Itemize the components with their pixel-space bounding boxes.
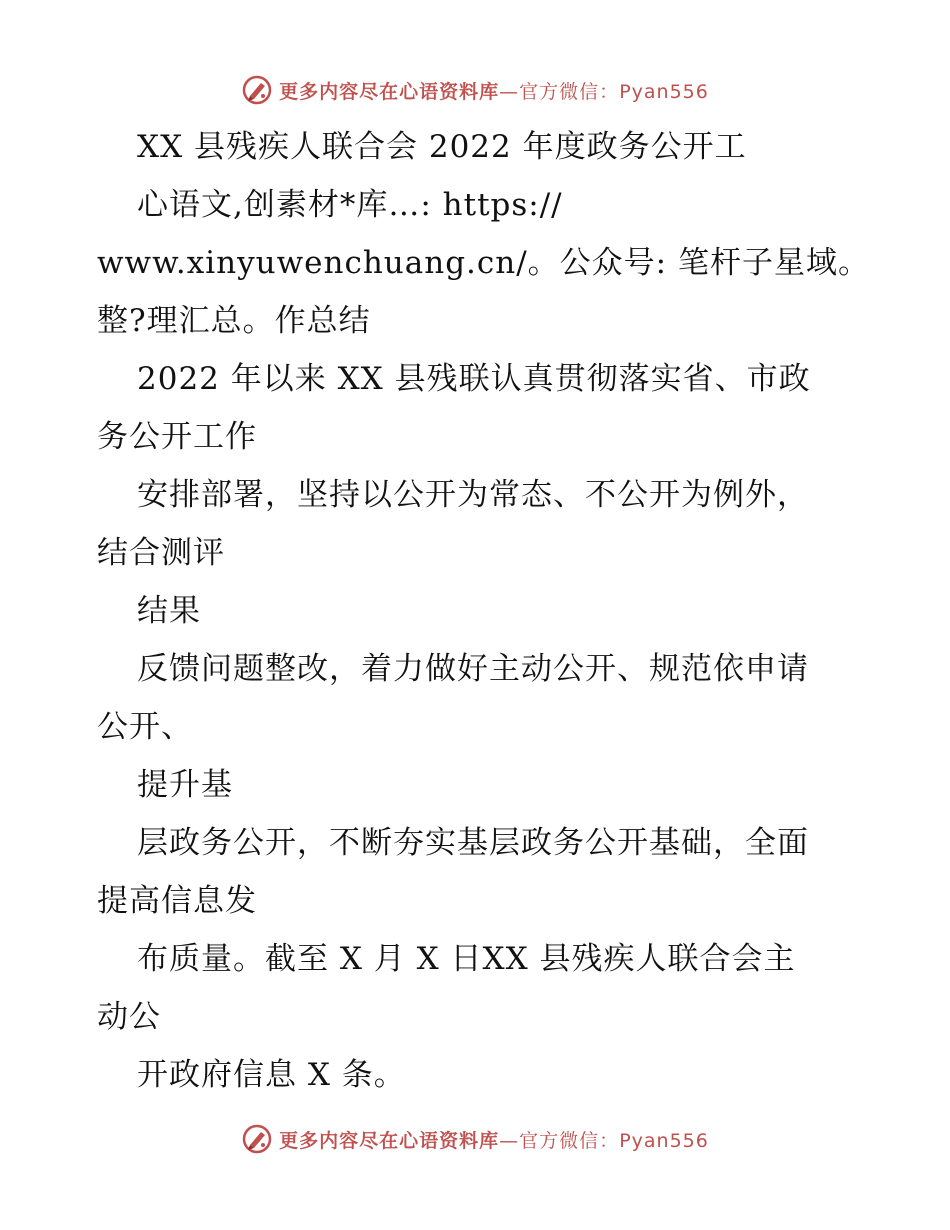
banner-official-label: 官方微信：	[519, 80, 620, 103]
banner-site-name: 更多内容尽在心语资料库	[279, 1129, 500, 1152]
doc-line-1: XX 县残疾人联合会 2022 年度政务公开工	[137, 129, 747, 165]
doc-line-15: 布质量。截至 X 月 X 日XX 县残疾人联合会主	[137, 941, 796, 977]
doc-line-6: 务公开工作	[97, 419, 257, 455]
doc-line-11: 公开、	[97, 709, 193, 745]
banner-wechat-id: Pyan556	[619, 1129, 709, 1152]
doc-line-2: 心语文,创素材*库…: https://	[137, 187, 563, 223]
banner-site-name: 更多内容尽在心语资料库	[279, 80, 500, 103]
banner-wechat-id: Pyan556	[619, 80, 709, 103]
banner-dash: —	[499, 80, 520, 103]
header-banner-inner	[241, 74, 709, 106]
document-body	[97, 118, 870, 1104]
footer-banner-text	[279, 1126, 709, 1153]
doc-line-13: 层政务公开，不断夯实基层政务公开基础，全面	[137, 825, 809, 861]
header-banner	[0, 70, 950, 110]
pen-logo-icon	[241, 1123, 273, 1155]
doc-line-12: 提升基	[137, 767, 233, 803]
doc-line-14: 提高信息发	[97, 883, 257, 919]
doc-line-10: 反馈问题整改，着力做好主动公开、规范依申请	[137, 651, 809, 687]
pen-logo-icon	[241, 74, 273, 106]
footer-banner	[0, 1119, 950, 1159]
doc-line-5: 2022 年以来 XX 县残联认真贯彻落实省、市政	[137, 361, 811, 397]
doc-line-3: www.xinyuwenchuang.cn/。公众号: 笔杆子星域。	[97, 245, 870, 281]
footer-banner-inner	[241, 1123, 709, 1155]
doc-line-17: 开政府信息 X 条。	[137, 1057, 406, 1093]
doc-line-16: 动公	[97, 999, 161, 1035]
doc-line-8: 结合测评	[97, 535, 225, 571]
doc-line-9: 结果	[137, 593, 201, 629]
banner-official-label: 官方微信：	[519, 1129, 620, 1152]
doc-line-4: 整?理汇总。作总结	[97, 303, 371, 339]
doc-line-7: 安排部署，坚持以公开为常态、不公开为例外，	[137, 477, 809, 513]
banner-dash: —	[499, 1129, 520, 1152]
header-banner-text	[279, 77, 709, 104]
